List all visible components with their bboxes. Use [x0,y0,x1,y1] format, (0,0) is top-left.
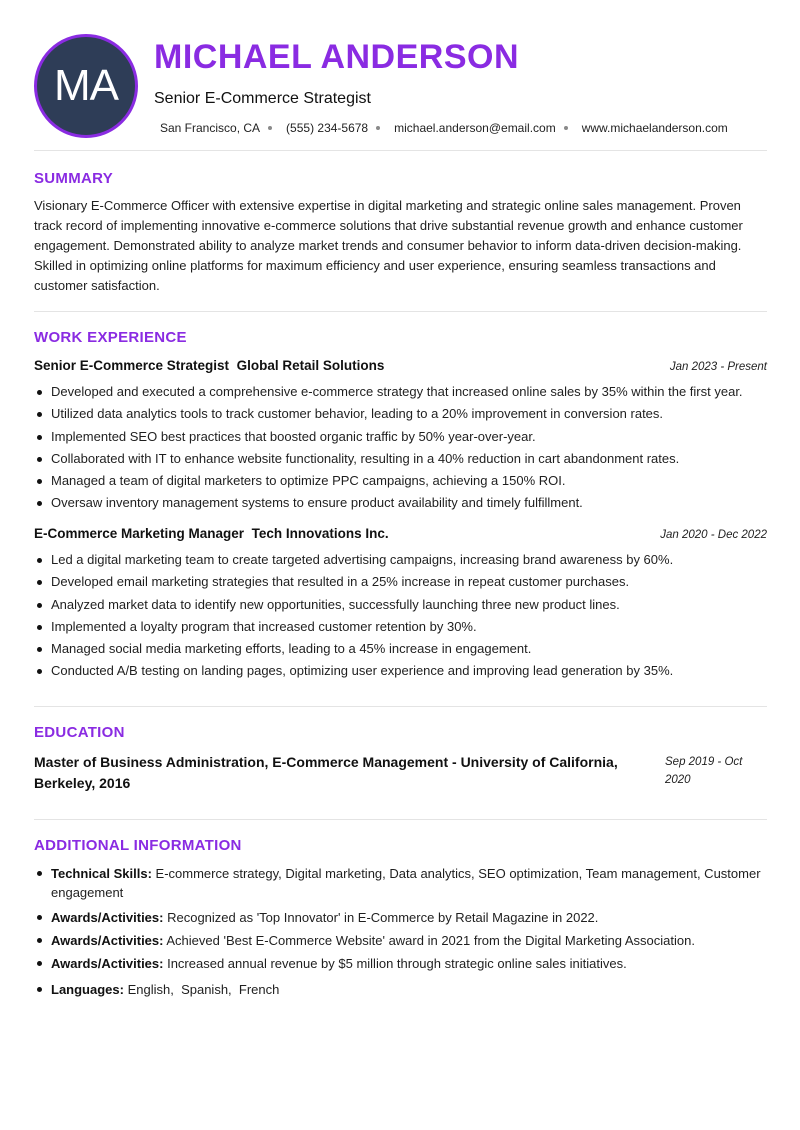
job-bullet-list [34,549,769,683]
job-role: E-Commerce Marketing Manager [34,526,245,541]
job-dates: Jan 2023 - Present [669,361,767,373]
contact-phone[interactable]: (555) 234-5678 [286,121,369,135]
list-item: Developed and executed a comprehensive e-commerce strategy that increased online sales by 35% within the first year. [34,381,769,403]
info-label: Awards/Activities: [51,956,164,971]
list-item: Utilized data analytics tools to track customer behavior, leading to a 20% improvement in conversion rates. [34,403,769,425]
experience-heading: WORK EXPERIENCE [34,329,187,346]
contact-website[interactable]: www.michaelanderson.com [581,121,728,135]
list-item [34,864,769,902]
list-item: Oversaw inventory management systems to ensure product availability and timely fulfillment. [34,492,769,514]
info-text: English, Spanish, French [127,982,280,997]
info-text: Recognized as 'Top Innovator' in E-Commerce by Retail Magazine in 2022. [167,910,599,925]
info-text: Achieved 'Best E-Commerce Website' award in 2021 from the Digital Marketing Association. [166,933,695,948]
avatar-initials: MA [54,61,118,110]
section-divider [34,311,767,312]
list-item: Implemented a loyalty program that increased customer retention by 30%. [34,616,769,638]
contact-email[interactable]: michael.anderson@email.com [394,121,556,135]
avatar [34,34,138,138]
job-dates: Jan 2020 - Dec 2022 [660,529,767,541]
additional-heading: ADDITIONAL INFORMATION [34,837,242,854]
info-label: Technical Skills: [51,866,152,881]
section-divider [34,150,767,151]
list-item: Collaborated with IT to enhance website functionality, resulting in a 40% reduction in cart abandonment rates. [34,448,769,470]
job-header [34,526,767,541]
list-item: Managed a team of digital marketers to optimize PPC campaigns, achieving a 150% ROI. [34,470,769,492]
info-text: E-commerce strategy, Digital marketing, Data analytics, SEO optimization, Team management, Customer engagement [51,866,761,900]
list-item [34,931,769,950]
candidate-name: MICHAEL ANDERSON [154,38,520,76]
job-company: Global Retail Solutions [236,358,385,373]
info-label: Languages: [51,982,124,997]
list-item: Conducted A/B testing on landing pages, optimizing user experience and improving lead generation by 35%. [34,660,769,682]
additional-list [34,864,769,999]
section-divider [34,706,767,707]
contact-bar [160,121,728,135]
job-company: Tech Innovations Inc. [251,526,389,541]
list-item: Analyzed market data to identify new opportunities, successfully launching three new product lines. [34,594,769,616]
info-label: Awards/Activities: [51,933,164,948]
list-item: Managed social media marketing efforts, leading to a 45% increase in engagement. [34,638,769,660]
education-degree: Master of Business Administration, E-Commerce Management - University of California, Berkeley, 2016 [34,754,618,791]
list-item [34,980,769,999]
list-item: Developed email marketing strategies that resulted in a 25% increase in repeat customer purchases. [34,571,769,593]
separator-dot [376,126,380,130]
job-role: Senior E-Commerce Strategist [34,358,230,373]
list-item: Implemented SEO best practices that boosted organic traffic by 50% year-over-year. [34,426,769,448]
job-bullet-list [34,381,769,515]
education-heading: EDUCATION [34,724,125,741]
separator-dot [564,126,568,130]
job-header [34,358,767,373]
list-item [34,908,769,927]
summary-text: Visionary E-Commerce Officer with extensive expertise in digital marketing and strategic online sales management. Proven track record of implementing innovative e-commerce solutions that drive substantial revenue growth and enhance customer engagement. Demonstrated ability to analyze market trends and consumer behavior to inform data-driven decision-making. Skilled in optimizing online platforms for maximum efficiency and user experience, ensuring seamless transactions and customer satisfaction. [34,198,743,293]
summary-heading: SUMMARY [34,170,114,187]
contact-location: San Francisco, CA [160,121,261,135]
info-text: Increased annual revenue by $5 million through strategic online sales initiatives. [167,956,627,971]
education-dates: Sep 2019 - Oct 2020 [665,756,743,786]
candidate-title: Senior E-Commerce Strategist [154,90,371,107]
info-label: Awards/Activities: [51,910,164,925]
section-divider [34,819,767,820]
list-item: Led a digital marketing team to create targeted advertising campaigns, increasing brand awareness by 60%. [34,549,769,571]
separator-dot [268,126,272,130]
list-item [34,954,769,973]
resume-header [34,34,767,151]
